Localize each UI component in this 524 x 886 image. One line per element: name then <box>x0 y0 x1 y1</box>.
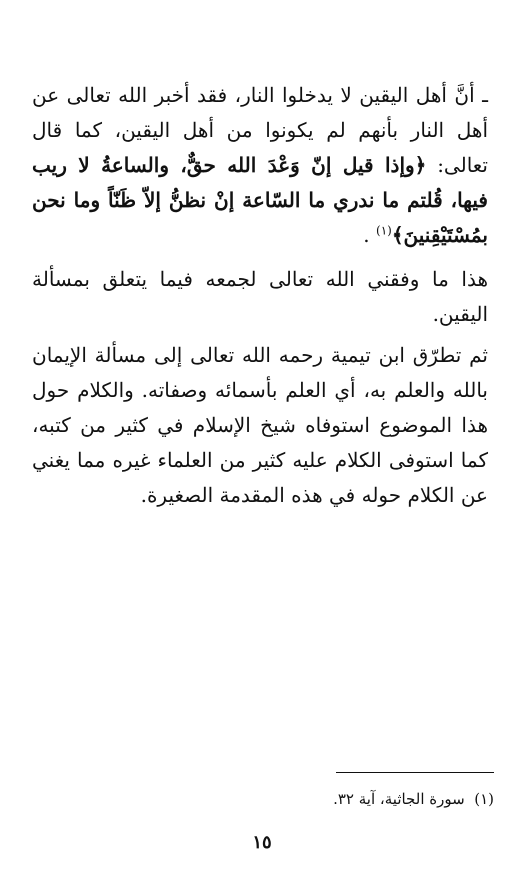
paragraph-yaqeen-verse <box>32 78 488 253</box>
paragraph-conclusion: هذا ما وفقني الله تعالى لجمعه فيما يتعلق بمسألة اليقين. <box>32 267 488 326</box>
footnote <box>38 787 494 811</box>
footnote-reference: (١) <box>376 223 392 238</box>
paragraph-iman-topic: ثم تطرّق ابن تيمية رحمه الله تعالى إلى مسألة الإيمان بالله والعلم به، أي العلم بأسمائه وصفاته. والكلام حول هذا الموضوع استوفاه شيخ الإسلام في كثير من كتبه، كما استوفى الكلام عليه كثير من العلماء غيره مما يغني عن الكلام حوله في هذه المقدمة الصغيرة. <box>32 343 488 507</box>
page-number: ١٥ <box>252 832 272 853</box>
footnote-divider <box>336 772 494 773</box>
footnote-number: (١) <box>474 790 494 808</box>
paragraph-intro-text: ـ أنَّ أهل اليقين لا يدخلوا النار، فقد أخبر الله تعالى عن أهل النار بأنهم لم يكونوا من أهل اليقين، كما قال تعالى: <box>32 83 489 177</box>
quran-verse: ﴿وإذا قيل إنّ وَعْدَ الله حقٌّ، والساعةُ لا ريب فيها، قُلتم ما ندري ما السّاعة إنْ نظنُّ إلاّ ظَنّاً وما نحن بمُسْتَيْقِنينَ﴾ <box>32 153 488 247</box>
footnote-text: سورة الجاثية، آية ٣٢. <box>333 790 465 808</box>
sentence-end: . <box>363 223 376 247</box>
